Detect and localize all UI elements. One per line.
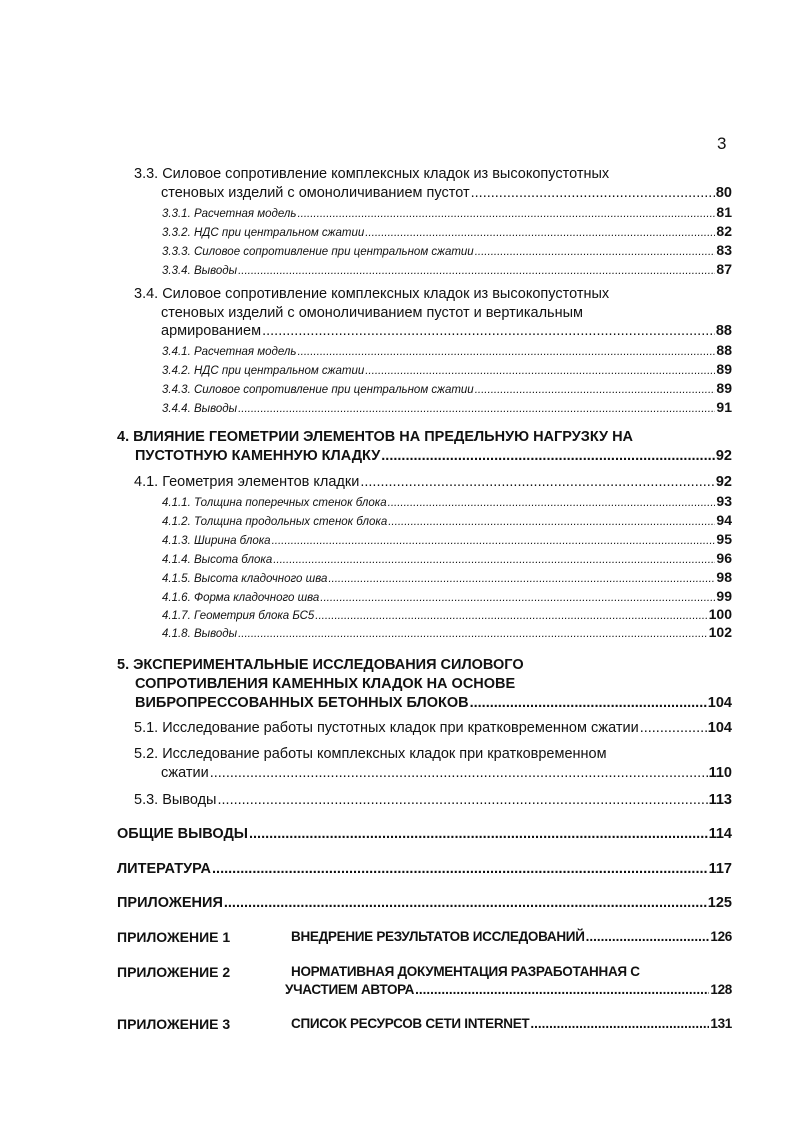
toc-entry-page: 83 [716,242,732,258]
toc-entry-page: 82 [716,223,732,239]
toc-appendices[interactable] [117,895,732,911]
toc-appendix-2[interactable] [285,982,732,997]
toc-entry-5-3[interactable] [134,792,732,808]
toc-entry-3-3-1[interactable] [162,204,732,220]
toc-chapter-5-page: 104 [707,695,732,711]
toc-entry-page: 91 [716,399,732,415]
toc-entry-label: 4.1.1. Толщина поперечных стенок блока [162,497,387,509]
toc-entry-page: 81 [716,204,732,220]
toc-3-4-title-line3: армированием [161,323,262,339]
toc-appendix-2-title-line1: НОРМАТИВНАЯ ДОКУМЕНТАЦИЯ РАЗРАБОТАННАЯ С [291,964,640,979]
toc-5-2-title-line1: 5.2. Исследование работы комплексных кладок при кратковременном [134,746,607,762]
toc-entry-label: 3.4.1. Расчетная модель [162,346,297,358]
toc-chapter-5[interactable] [135,695,732,711]
toc-entry-4-1[interactable] [134,474,732,490]
dot-leader [249,826,708,842]
toc-entry-label: 3.3.4. Выводы [162,265,238,277]
toc-entry-page: 117 [708,861,732,877]
dot-leader [360,474,715,490]
toc-entry-label: 4.1.6. Форма кладочного шва [162,592,320,604]
toc-appendix-2-title-line2: УЧАСТИЕМ АВТОРА [285,982,415,997]
toc-chapter-4[interactable] [135,448,732,464]
toc-entry-label: 4.1.7. Геометрия блока БС5 [162,610,315,622]
dot-leader [640,720,707,736]
toc-entry-page: 96 [716,550,732,566]
toc-entry-4-1-4[interactable] [162,550,732,566]
toc-entry-page: 113 [708,792,732,808]
dot-leader [470,695,707,711]
dot-leader [381,448,715,464]
toc-entry-4-1-7[interactable] [162,606,732,622]
toc-entry-page: 114 [708,826,732,842]
toc-appendix-1-name: ПРИЛОЖЕНИЕ 1 [117,929,231,945]
toc-entry-label: 3.3.1. Расчетная модель [162,208,297,220]
toc-entry-4-1-1[interactable] [162,493,732,509]
toc-entry-page: 99 [716,588,732,604]
toc-entry-label: 4.1.2. Толщина продольных стенок блока [162,516,388,528]
toc-entry-5-1[interactable] [134,720,732,736]
toc-entry-4-1-6[interactable] [162,588,732,604]
toc-entry-page: 89 [716,380,732,396]
toc-entry-label: 4.1.8. Выводы [162,628,238,640]
toc-3-4-title-line1: 3.4. Силовое сопротивление комплексных кладок из высокопустотных [134,286,610,302]
dot-leader [328,573,715,585]
toc-entry-page: 88 [716,342,732,358]
dot-leader [415,982,709,997]
toc-3-4-page: 88 [715,323,732,339]
dot-leader [217,792,707,808]
toc-entry-page: 128 [710,982,732,997]
toc-5-2-page: 110 [708,765,732,781]
toc-entry-label: 5.1. Исследование работы пустотных кладок при кратковременном сжатии [134,720,639,736]
toc-entry-label: ЛИТЕРАТУРА [117,861,212,877]
dot-leader [262,323,715,339]
dot-leader [297,208,715,220]
toc-entry-page: 89 [716,361,732,377]
toc-entry-page: 104 [707,720,732,736]
toc-entry-page: 95 [716,531,732,547]
toc-appendix-2-name: ПРИЛОЖЕНИЕ 2 [117,964,231,980]
toc-5-2-title-line2: сжатии [161,765,209,781]
toc-entry-4-1-5[interactable] [162,569,732,585]
dot-leader [210,765,708,781]
toc-entry-page: 125 [707,895,732,911]
toc-entry-label: 3.4.3. Силовое сопротивление при центральном сжатии [162,384,474,396]
toc-chapter-5-title-line1: 5. ЭКСПЕРИМЕНТАЛЬНЫЕ ИССЛЕДОВАНИЯ СИЛОВОГО [117,657,524,673]
dot-leader [365,365,715,377]
toc-entry-label: 3.4.4. Выводы [162,403,238,415]
toc-entry-3-3[interactable] [161,185,732,201]
toc-3-3-page: 80 [715,185,732,201]
toc-chapter-4-title-line2: ПУСТОТНУЮ КАМЕННУЮ КЛАДКУ [135,448,381,464]
toc-chapter-5-title-line2: СОПРОТИВЛЕНИЯ КАМЕННЫХ КЛАДОК НА ОСНОВЕ [135,676,516,692]
toc-entry-page: 92 [715,474,732,490]
toc-entry-label: 4.1. Геометрия элементов кладки [134,474,360,490]
toc-entry-5-2[interactable] [161,765,732,781]
toc-entry-page: 131 [710,1016,732,1031]
toc-3-3-title-line1: 3.3. Силовое сопротивление комплексных кладок из высокопустотных [134,166,610,182]
toc-entry-label: 3.4.2. НДС при центральном сжатии [162,365,365,377]
dot-leader [273,554,715,566]
dot-leader [388,516,715,528]
dot-leader [272,535,716,547]
toc-entry-3-3-2[interactable] [162,223,732,239]
toc-entry-label: ОБЩИЕ ВЫВОДЫ [117,826,248,842]
toc-entry-page: 87 [716,261,732,277]
toc-entry-label: 4.1.3. Ширина блока [162,535,271,547]
dot-leader [238,403,715,415]
toc-entry-3-4[interactable] [161,323,732,339]
dot-leader [365,227,715,239]
dot-leader [471,185,715,201]
toc-entry-page: 94 [716,512,732,528]
dot-leader [238,628,708,640]
toc-entry-3-4-4[interactable] [162,399,732,415]
toc-entry-4-1-8[interactable] [162,624,732,640]
dot-leader [224,895,707,911]
toc-conclusions[interactable] [117,826,732,842]
page-number: 3 [717,134,727,153]
toc-entry-4-1-3[interactable] [162,531,732,547]
toc-entry-page: 126 [710,929,732,944]
toc-entry-label: 5.3. Выводы [134,792,217,808]
toc-entry-page: 102 [708,624,732,640]
toc-chapter-4-title-line1: 4. ВЛИЯНИЕ ГЕОМЕТРИИ ЭЛЕМЕНТОВ НА ПРЕДЕЛЬНУЮ НАГРУЗКУ НА [117,429,634,445]
toc-appendix-3-name: ПРИЛОЖЕНИЕ 3 [117,1016,231,1032]
toc-entry-3-3-4[interactable] [162,261,732,277]
toc-3-4-title-line2: стеновых изделий с омоноличиванием пустот и вертикальным [161,305,583,321]
toc-appendix-3[interactable] [291,1016,732,1031]
dot-leader [475,246,716,258]
dot-leader [315,610,707,622]
toc-entry-label: СПИСОК РЕСУРСОВ СЕТИ INTERNET [291,1016,530,1031]
toc-entry-label: 3.3.3. Силовое сопротивление при центральном сжатии [162,246,474,258]
toc-entry-3-4-1[interactable] [162,342,732,358]
toc-chapter-5-title-line3: ВИБРОПРЕССОВАННЫХ БЕТОННЫХ БЛОКОВ [135,695,469,711]
toc-entry-label: 4.1.5. Высота кладочного шва [162,573,328,585]
dot-leader [586,929,710,944]
toc-entry-label: ВНЕДРЕНИЕ РЕЗУЛЬТАТОВ ИССЛЕДОВАНИЙ [291,929,585,944]
toc-entry-3-4-2[interactable] [162,361,732,377]
toc-entry-label: 4.1.4. Высота блока [162,554,273,566]
toc-literature[interactable] [117,861,732,877]
toc-entry-label: 3.3.2. НДС при центральном сжатии [162,227,365,239]
toc-entry-3-4-3[interactable] [162,380,732,396]
toc-appendix-1[interactable] [291,929,732,944]
toc-3-3-title-line2: стеновых изделий с омоноличиванием пустот [161,185,470,201]
toc-entry-label: ПРИЛОЖЕНИЯ [117,895,223,911]
toc-entry-4-1-2[interactable] [162,512,732,528]
dot-leader [530,1016,709,1031]
dot-leader [475,384,716,396]
toc-entry-page: 98 [716,569,732,585]
dot-leader [212,861,708,877]
dot-leader [238,265,715,277]
dot-leader [297,346,715,358]
toc-entry-page: 100 [708,606,732,622]
toc-entry-3-3-3[interactable] [162,242,732,258]
toc-chapter-4-page: 92 [715,448,732,464]
dot-leader [388,497,716,509]
toc-entry-page: 93 [716,493,732,509]
dot-leader [320,592,715,604]
